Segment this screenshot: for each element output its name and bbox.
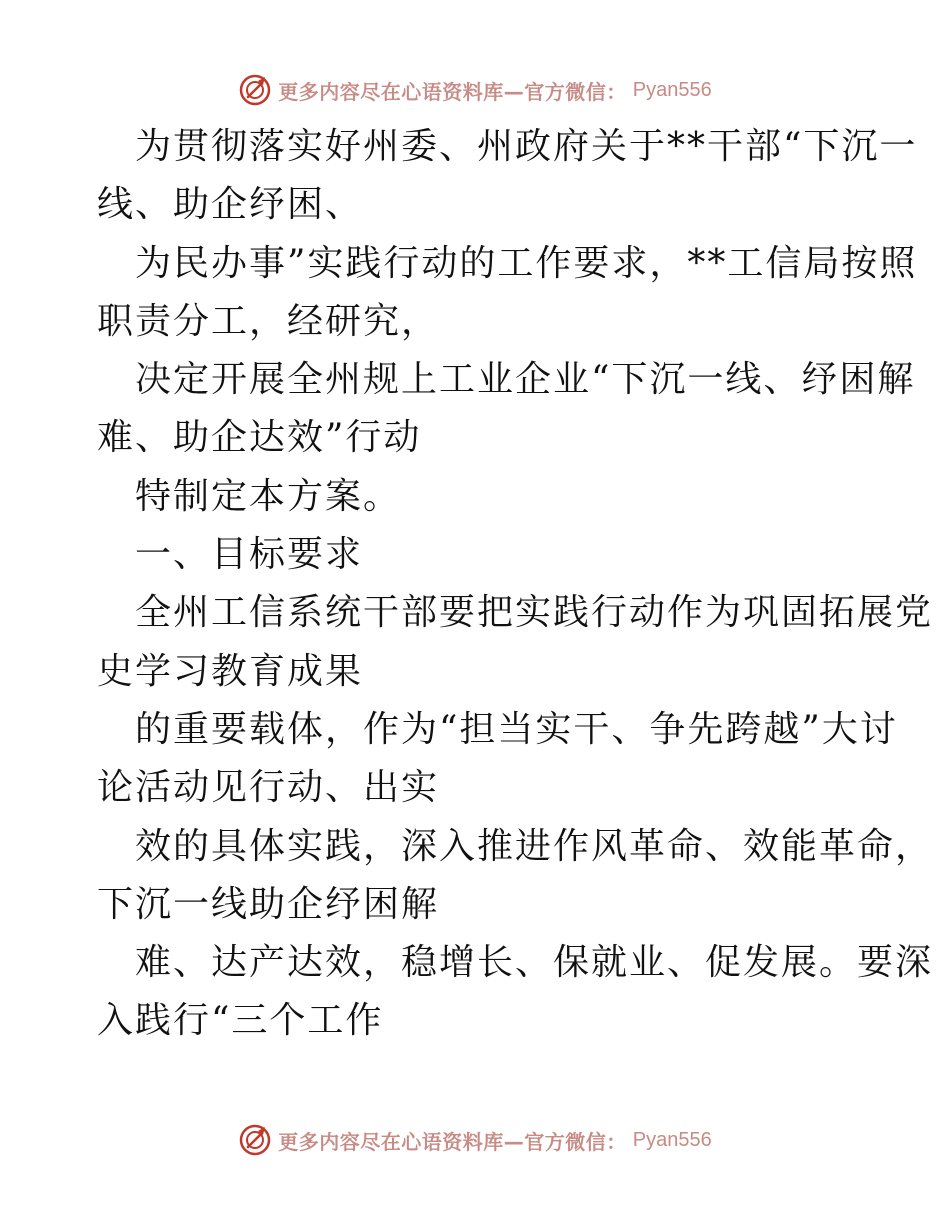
- text-line: 决定开展全州规上工业企业“下沉一线、纾困解: [135, 359, 916, 401]
- footer-watermark: [0, 1120, 950, 1160]
- text-line: 的重要载体，作为“担当实干、争先跨越”大讨: [135, 708, 898, 750]
- text-line: 为贯彻落实好州委、州政府关于**干部“下沉一: [135, 126, 918, 167]
- document-body: [97, 118, 934, 1051]
- text-line: 论活动见行动、出实: [97, 767, 440, 809]
- text-line: 难、助企达效”行动: [97, 417, 422, 459]
- seal-logo-icon: [238, 1123, 272, 1157]
- watermark-handle: Pyan556: [632, 78, 712, 101]
- text-line: 效的具体实践，深入推进作风革命、效能革命，: [135, 825, 934, 867]
- watermark-handle: Pyan556: [632, 1128, 712, 1151]
- text-line: 下沉一线助企纾困解: [97, 883, 440, 925]
- text-line: 职责分工，经研究，: [97, 300, 440, 342]
- text-line: 全州工信系统干部要把实践行动作为巩固拓展党: [135, 592, 934, 634]
- text-line: 入践行“三个工作: [97, 1000, 384, 1042]
- seal-logo-icon: [238, 73, 272, 107]
- text-line: 为民办事”实践行动的工作要求，**工信局按照: [135, 242, 918, 284]
- section-heading: 一、目标要求: [135, 534, 364, 576]
- text-line: 特制定本方案。: [135, 475, 402, 517]
- text-line: 线、助企纾困、: [97, 184, 364, 226]
- text-line: 史学习教育成果: [97, 650, 364, 692]
- header-watermark: [0, 70, 950, 110]
- watermark-text: 更多内容尽在心语资料库—官方微信：: [278, 1129, 627, 1154]
- watermark-text: 更多内容尽在心语资料库—官方微信：: [278, 79, 627, 104]
- text-line: 难、达产达效，稳增长、保就业、促发展。要深: [135, 942, 934, 984]
